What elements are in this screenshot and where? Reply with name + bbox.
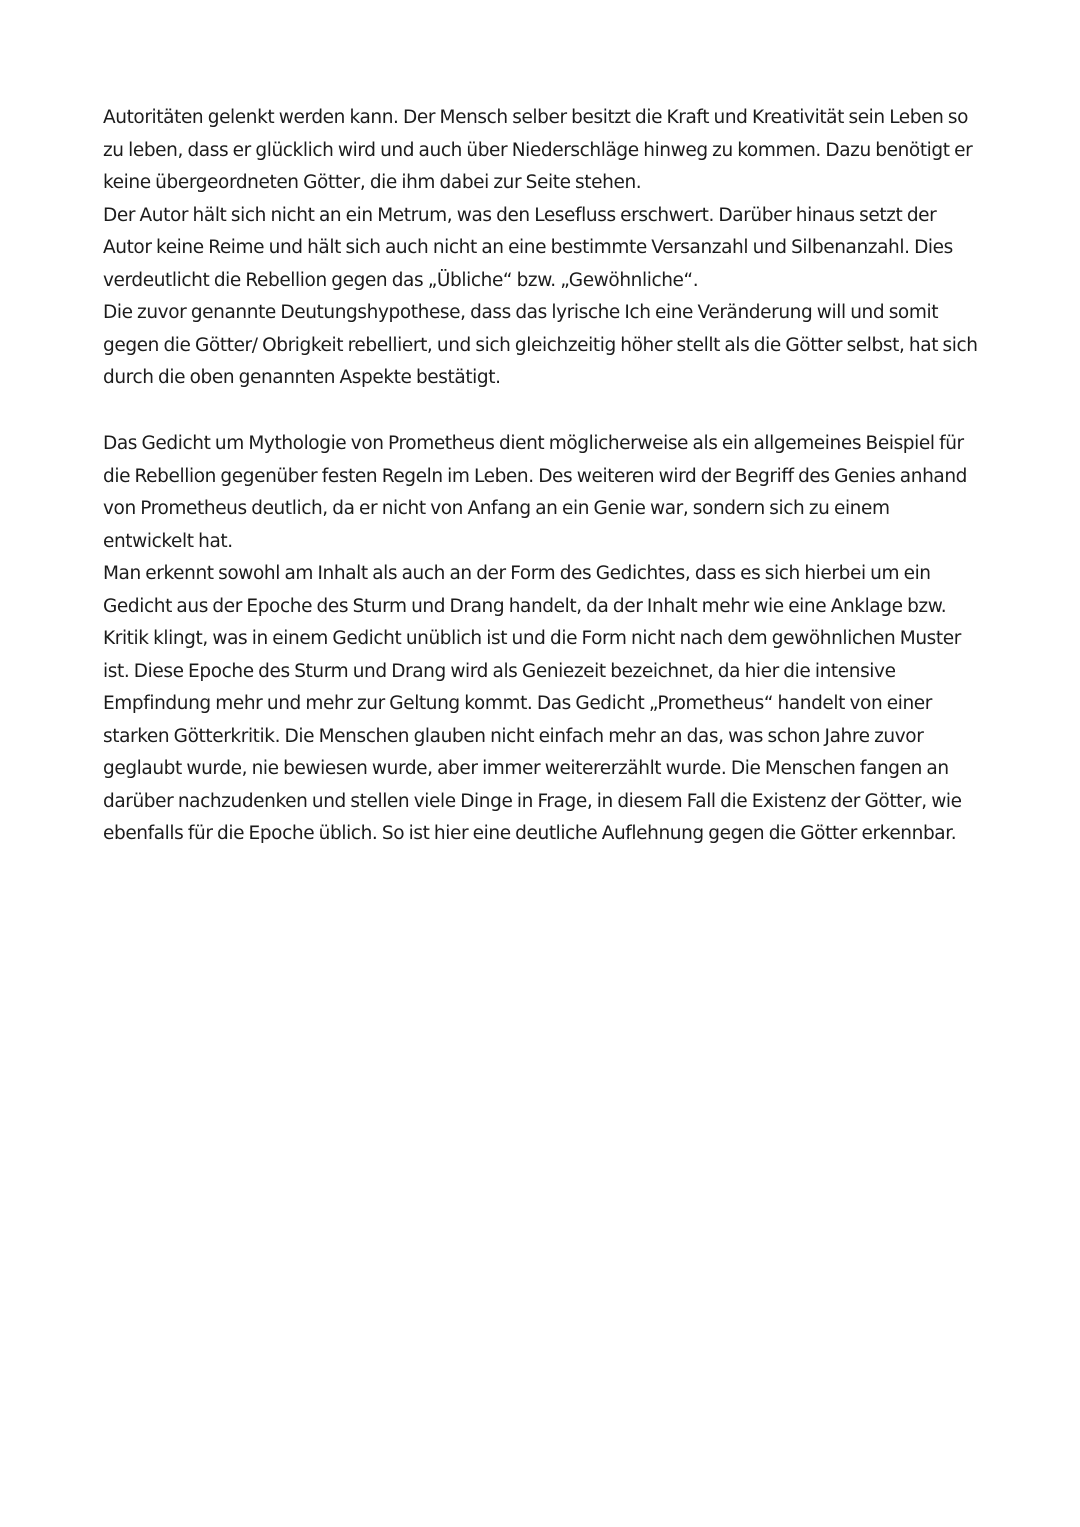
- paragraph-conclusion-autonomy: Autoritäten gelenkt werden kann. Der Mensch selber besitzt die Kraft und Kreativität sein Leben so zu leben, dass er glücklich wird und auch über Niederschläge hinweg zu kommen. Dazu benötigt er keine übergeordneten Götter, die ihm dabei zur Seite stehen.: [103, 107, 973, 193]
- paragraph-mythology-genius: Das Gedicht um Mythologie von Prometheus dient möglicherweise als ein allgemeines Beispiel für die Rebellion gegenüber festen Regeln im Leben. Des weiteren wird der Begriff des Genies anhand von Prometheus deutlich, da er nicht von Anfang an ein Genie war, sondern sich zu einem entwickelt hat.: [103, 433, 967, 552]
- text-section-2: [103, 428, 978, 851]
- text-section-1: [103, 102, 978, 395]
- paragraph-form-analysis: Der Autor hält sich nicht an ein Metrum, was den Lesefluss erschwert. Darüber hinaus setzt der Autor keine Reime und hält sich auch nicht an eine bestimmte Versanzahl und Silbenanzahl. Dies verdeutlicht die Rebellion gegen das „Übliche“ bzw. „Gewöhnliche“.: [103, 204, 953, 291]
- paragraph-hypothesis-confirmed: Die zuvor genannte Deutungshypothese, dass das lyrische Ich eine Veränderung will und somit gegen die Götter/ Obrigkeit rebelliert, und sich gleichzeitig höher stellt als die Götter selbst, hat sich durch die oben genannten Aspekte bestätigt.: [103, 302, 978, 388]
- paragraph-epoch-sturm-und-drang: Man erkennt sowohl am Inhalt als auch an der Form des Gedichtes, dass es sich hierbei um ein Gedicht aus der Epoche des Sturm und Drang handelt, da der Inhalt mehr wie eine Anklage bzw. Kritik klingt, was in einem Gedicht unüblich ist und die Form nicht nach dem gewöhnlichen Muster ist. Diese Epoche des Sturm und Drang wird als Geniezeit bezeichnet, da hier die intensive Empfindung mehr und mehr zur Geltung kommt. Das Gedicht „Prometheus“ handelt von einer starken Götterkritik. Die Menschen glauben nicht einfach mehr an das, was schon Jahre zuvor geglaubt wurde, nie bewiesen wurde, aber immer weitererzählt wurde. Die Menschen fangen an darüber nachzudenken und stellen viele Dinge in Frage, in diesem Fall die Existenz der Götter, wie ebenfalls für die Epoche üblich. So ist hier eine deutliche Auflehnung gegen die Götter erkennbar.: [103, 563, 962, 844]
